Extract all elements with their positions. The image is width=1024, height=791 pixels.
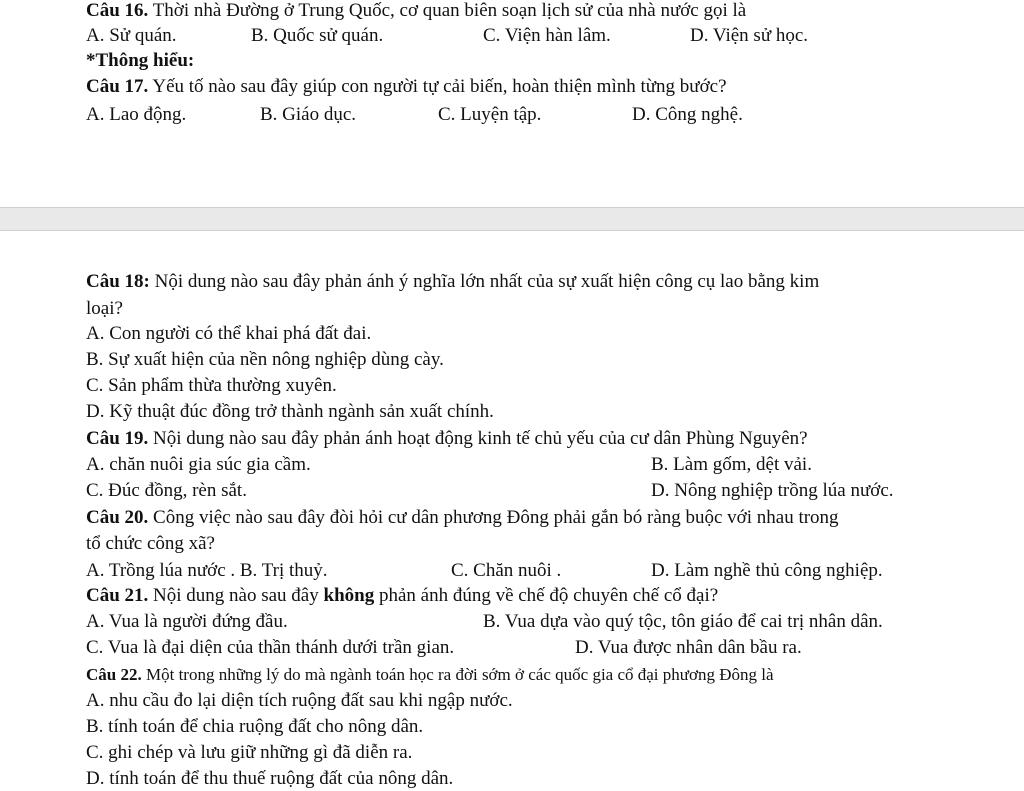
- question-text: Một trong những lý do mà ngành toán học ra đời sớm ở các quốc gia cổ đại phương Đông là: [141, 665, 774, 684]
- document-page-bottom: [0, 230, 1024, 791]
- question-number: Câu 21.: [86, 585, 149, 606]
- option-b: B. tính toán để chia ruộng đất cho nông dân.: [86, 716, 424, 737]
- option-b: B. Sự xuất hiện của nền nông nghiệp dùng cày.: [86, 349, 444, 370]
- question-20: [86, 507, 839, 529]
- option-d: D. Nông nghiệp trồng lúa nước.: [651, 480, 894, 501]
- question-20-cont: tổ chức công xã?: [86, 533, 215, 554]
- question-text: Nội dung nào sau đây: [148, 585, 324, 606]
- option-c: C. ghi chép và lưu giữ những gì đã diễn ra.: [86, 742, 413, 763]
- option-c: C. Luyện tập.: [438, 104, 542, 125]
- question-21: [86, 585, 718, 607]
- option-c: C. Sản phẩm thừa thường xuyên.: [86, 375, 337, 396]
- option-d: D. Công nghệ.: [632, 104, 743, 125]
- question-18: [86, 271, 819, 293]
- option-b: B. Làm gốm, dệt vải.: [651, 454, 812, 475]
- option-a: A. chăn nuôi gia súc gia cầm.: [86, 454, 311, 475]
- question-number: Câu 18:: [86, 271, 150, 292]
- option-a: A. Con người có thể khai phá đất đai.: [86, 323, 372, 344]
- question-number: Câu 17.: [86, 76, 149, 97]
- document-page-top: [0, 0, 1024, 208]
- option-d: D. Kỹ thuật đúc đồng trở thành ngành sản xuất chính.: [86, 401, 494, 422]
- question-number: Câu 20.: [86, 507, 149, 528]
- question-19: [86, 428, 808, 450]
- question-text-end: phản ánh đúng về chế độ chuyên chế cổ đại?: [374, 585, 719, 606]
- option-a-b: A. Trồng lúa nước . B. Trị thuỷ.: [86, 560, 328, 581]
- option-b: B. Vua dựa vào quý tộc, tôn giáo để cai trị nhân dân.: [483, 611, 883, 632]
- option-c: C. Viện hàn lâm.: [483, 25, 611, 46]
- option-c: C. Vua là đại diện của thần thánh dưới trần gian.: [86, 637, 455, 658]
- question-text: Nội dung nào sau đây phản ánh ý nghĩa lớn nhất của sự xuất hiện công cụ lao bằng kim: [149, 271, 820, 292]
- option-d: D. Viện sử học.: [690, 25, 809, 46]
- question-text: Yếu tố nào sau đây giúp con người tự cải biến, hoàn thiện mình từng bước?: [148, 76, 727, 97]
- question-16: [86, 0, 746, 22]
- question-22: [86, 664, 774, 686]
- question-number: Câu 19.: [86, 428, 149, 449]
- option-a: A. Sử quán.: [86, 25, 177, 46]
- option-b: B. Giáo dục.: [260, 104, 357, 125]
- question-17: [86, 76, 727, 98]
- option-d: D. tính toán để thu thuế ruộng đất của nông dân.: [86, 768, 454, 789]
- option-d: D. Vua được nhân dân bầu ra.: [575, 637, 802, 658]
- question-text: Công việc nào sau đây đòi hỏi cư dân phương Đông phải gắn bó ràng buộc với nhau trong: [148, 507, 839, 528]
- question-number: Câu 16.: [86, 0, 149, 21]
- question-text: Thời nhà Đường ở Trung Quốc, cơ quan biên soạn lịch sử của nhà nước gọi là: [148, 0, 747, 21]
- emphasis-not: không: [323, 585, 375, 606]
- option-a: A. Vua là người đứng đầu.: [86, 611, 288, 632]
- option-a: A. Lao động.: [86, 104, 187, 125]
- option-d: D. Làm nghề thủ công nghiệp.: [651, 560, 883, 581]
- section-heading: *Thông hiểu:: [86, 50, 195, 71]
- option-c: C. Chăn nuôi .: [451, 560, 562, 581]
- question-number: Câu 22.: [86, 665, 142, 684]
- option-b: B. Quốc sử quán.: [251, 25, 384, 46]
- option-c: C. Đúc đồng, rèn sắt.: [86, 480, 247, 501]
- question-18-cont: loại?: [86, 298, 123, 319]
- option-a: A. nhu cầu đo lại diện tích ruộng đất sau khi ngập nước.: [86, 690, 513, 711]
- question-text: Nội dung nào sau đây phản ánh hoạt động kinh tế chủ yếu của cư dân Phùng Nguyên?: [148, 428, 808, 449]
